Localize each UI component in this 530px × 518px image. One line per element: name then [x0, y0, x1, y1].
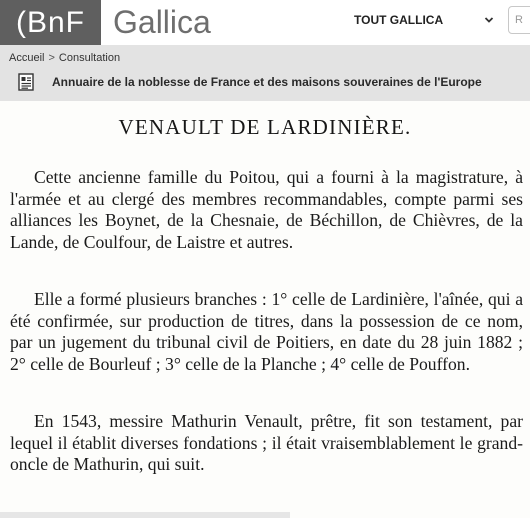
search-input[interactable]: R — [508, 6, 530, 34]
paragraph-1: Cette ancienne famille du Poitou, qui a fourni à la magistrature, à l'armée et au clergé des membres recommandables, compte parmi ses alliances les Boynet, de la Chesnaie, de Béchillon, de Chièvres, de la Lande, de Coulfour, de Laistre et autres. — [10, 167, 523, 252]
breadcrumb — [9, 52, 120, 64]
breadcrumb-home-link[interactable]: Accueil — [9, 52, 45, 64]
paragraph-2: Elle a formé plusieurs branches : 1° celle de Lardinière, l'aînée, qui a été confirmée, sur production de titres, dans la possession de ce nom, par un jugement du tribunal civil de Poitiers, en date du 28 juin 1882 ; 2° celle de Bourleuf ; 3° celle de la Planche ; 4° celle de Pouffon. — [10, 289, 523, 374]
bnf-logo[interactable]: (BnF — [0, 0, 101, 45]
breadcrumb-separator: > — [48, 52, 55, 64]
document-icon — [18, 73, 34, 91]
document-title-row — [18, 73, 482, 91]
breadcrumb-bar — [0, 45, 530, 101]
chevron-down-icon — [484, 15, 494, 25]
page-heading: VENAULT DE LARDINIÈRE. — [118, 115, 412, 139]
paragraph-3: En 1543, messire Mathurin Venault, prêtre, fit son testament, par lequel il établit diverses fondations ; il était vraisemblablement le grand-oncle de Mathurin, qui suit. — [10, 411, 523, 474]
document-title[interactable]: Annuaire de la noblesse de France et des maisons souveraines de l'Europe — [52, 75, 482, 89]
viewer-bottom-strip — [0, 512, 290, 518]
gallica-logo[interactable]: Gallica — [113, 4, 211, 40]
site-header — [0, 0, 530, 45]
collection-select[interactable] — [342, 6, 502, 34]
breadcrumb-consultation-link[interactable]: Consultation — [58, 52, 121, 64]
document-page — [0, 101, 530, 518]
collection-select-label: TOUT GALLICA — [354, 13, 444, 27]
